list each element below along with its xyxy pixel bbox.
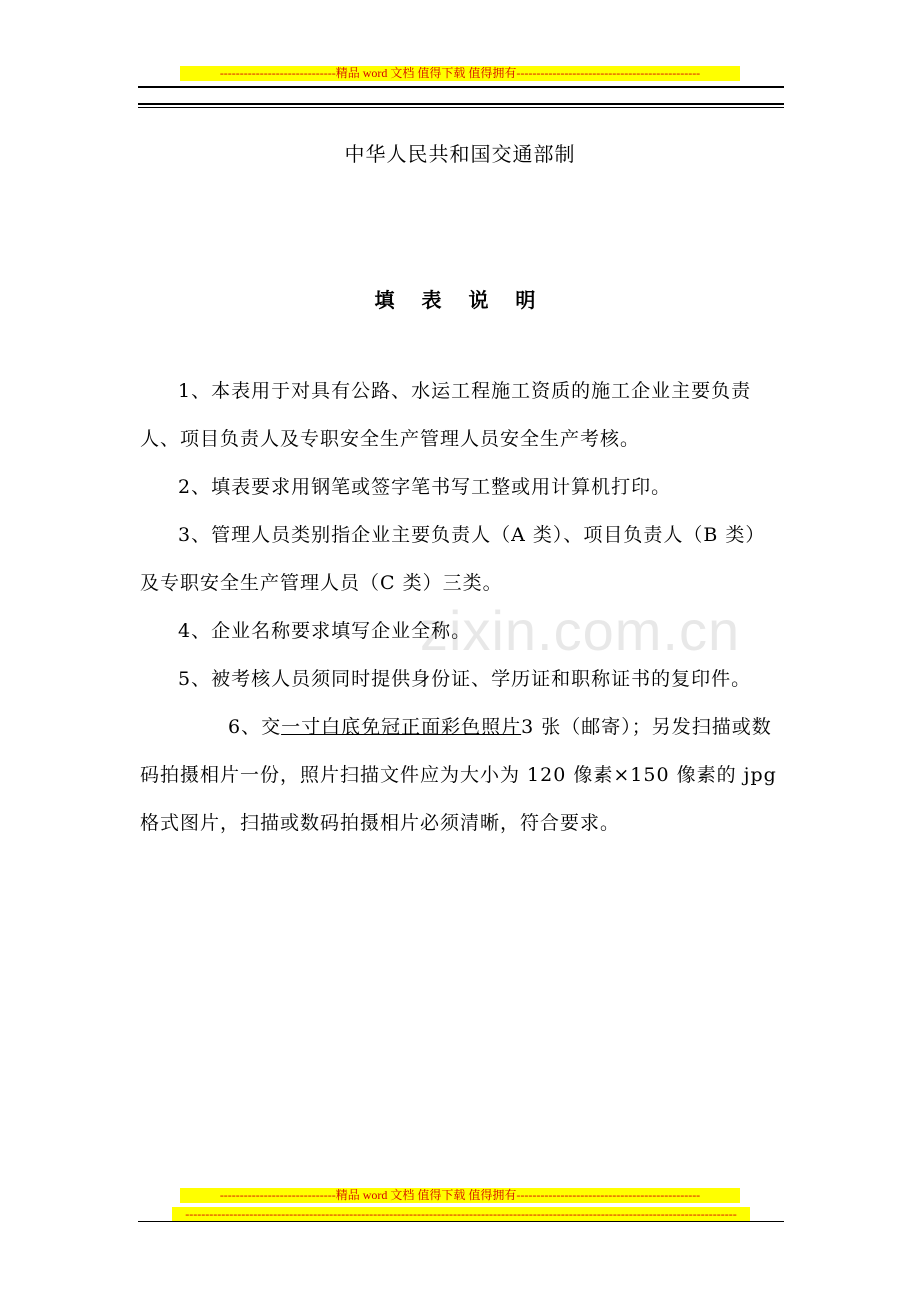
issuing-authority: 中华人民共和国交通部制 (344, 142, 576, 166)
header-banner: -----------------------------精品 word 文档 值得下载 值得拥有---------------------------------------------- (180, 66, 740, 81)
instruction-item-4: 4、企业名称要求填写企业全称。 (178, 620, 472, 642)
item6-prefix: 6、交 (228, 716, 282, 738)
footer-banner: -----------------------------精品 word 文档 值得下载 值得拥有---------------------------------------------- (180, 1188, 740, 1203)
watermark: zixin.com.cn (420, 599, 741, 662)
instruction-item-1: 1、本表用于对具有公路、水运工程施工资质的施工企业主要负责人、项目负责人及专职安全生产管理人员安全生产考核。 (140, 380, 752, 450)
header-rule-thick (138, 86, 784, 88)
instruction-item-5: 5、被考核人员须同时提供身份证、学历证和职称证书的复印件。 (178, 668, 752, 690)
header-rule-double-2 (138, 107, 784, 108)
instruction-item-6 (140, 703, 785, 847)
instructions (140, 367, 785, 847)
instruction-item-3: 3、管理人员类别指企业主要负责人（A 类）、项目负责人（B 类）及专职安全生产管理人员（C 类）三类。 (140, 524, 766, 594)
footer-dash-line: ------------------------------------------------------------------------------------------------------------------------------------------ (172, 1207, 750, 1222)
header-rule-double (138, 103, 784, 105)
instruction-item-2: 2、填表要求用钢笔或签字笔书写工整或用计算机打印。 (178, 476, 672, 498)
footer-rule (138, 1221, 784, 1222)
page-title: 填 表 说 明 (374, 288, 546, 312)
item6-suffix: 3 张（邮寄）；另发扫描或数码拍摄相片一份，照片扫描文件应为大小为 120 像素×150 像素的 jpg 格式图片，扫描或数码拍摄相片必须清晰，符合要求。 (140, 716, 777, 834)
photo-requirement: 一寸白底免冠正面彩色照片 (281, 716, 522, 738)
